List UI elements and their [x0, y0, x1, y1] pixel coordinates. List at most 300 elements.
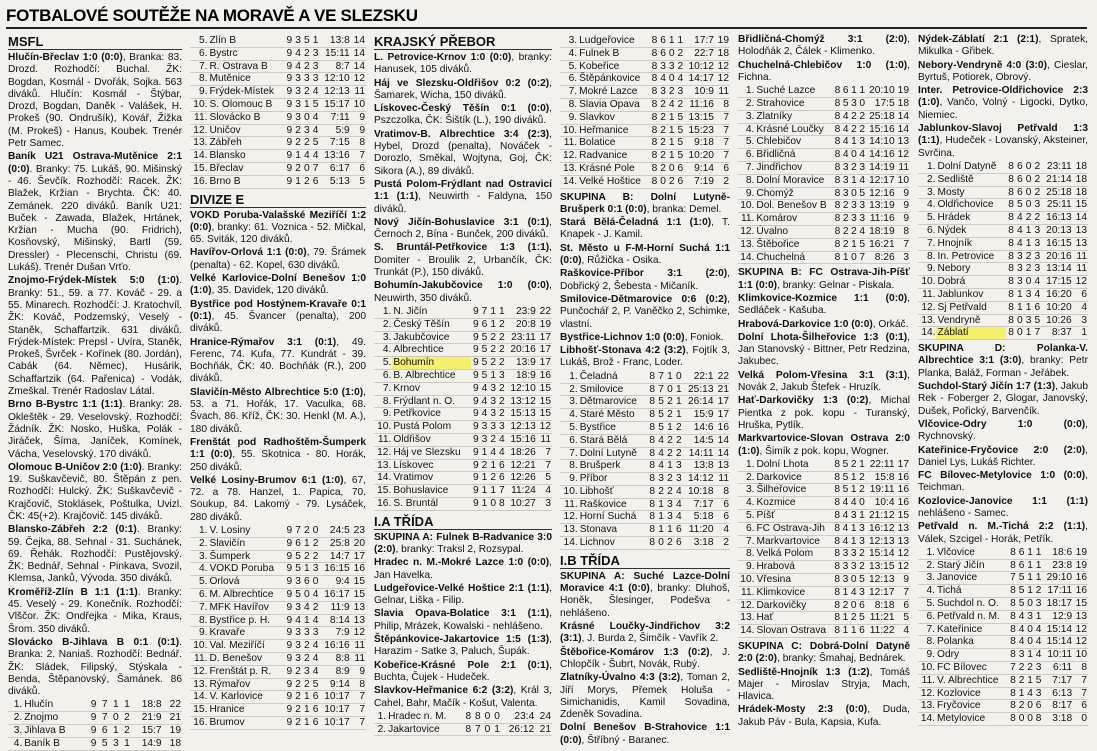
table-row	[918, 250, 1088, 263]
points-cell: 12	[537, 421, 552, 434]
played-cell: 9	[284, 678, 293, 691]
played-cell: 8	[1010, 687, 1016, 699]
wins-cell: 6	[1015, 173, 1024, 186]
played-cell: 8	[834, 586, 841, 598]
played-cell: 8	[651, 175, 658, 187]
team-cell: Stará Bělá	[579, 434, 648, 447]
match-report: Hrabová-Darkovice 1:0 (0:0), Orkáč.	[738, 318, 909, 330]
standings-table	[738, 459, 910, 638]
wins-cell: 3	[1015, 276, 1024, 289]
table-row	[374, 433, 552, 446]
draws-cell: 2	[851, 225, 857, 237]
played-cell: 8	[647, 524, 656, 537]
wins-cell: 2	[660, 111, 666, 123]
draws-cell: 1	[488, 459, 497, 472]
points-cell: 14	[351, 47, 366, 60]
points-cell: 11	[1073, 263, 1088, 276]
match-report: Dolní Benešov B-Strahovice 1:1 (0:0), Štříbný - Baranec.	[560, 722, 730, 746]
losses-cell: 3	[1032, 199, 1041, 212]
position-cell: 2.	[738, 97, 755, 110]
played-cell: 9	[284, 35, 293, 47]
points-cell: 6	[715, 498, 730, 511]
match-report: SKUPINA A: Suché Lazce-Dolní Moravice 4:1 (0:0), branky: Dluhoš, Honěk, Šlesinger, Podešva - nehlášeno.	[560, 570, 730, 619]
losses-cell: 2	[120, 725, 131, 738]
points-cell: 16	[1073, 585, 1088, 598]
position-cell: 1.	[738, 459, 755, 471]
draws-cell: 1	[668, 150, 675, 162]
draws-cell: 1	[488, 306, 497, 318]
table-row	[374, 395, 552, 408]
draws-cell: 3	[851, 97, 857, 109]
team-cell: Stonava	[579, 524, 648, 537]
section-title-divize: DIVIZE E	[190, 192, 366, 208]
points-cell: 7	[1073, 687, 1088, 700]
draws-cell: 1	[302, 537, 311, 550]
team-cell: Šumperk	[208, 550, 284, 563]
draws-cell: 2	[302, 60, 311, 73]
points-cell: 12	[1073, 636, 1088, 649]
losses-cell: 2	[497, 318, 506, 331]
wins-cell: 5	[97, 737, 108, 750]
draws-cell: 3	[302, 627, 311, 640]
team-cell: FC Bílovec	[936, 662, 1008, 675]
played-cell: 8	[1010, 585, 1016, 597]
points-cell: 18	[1073, 161, 1088, 173]
table-row	[190, 550, 366, 563]
draws-cell: 2	[488, 357, 497, 370]
points-cell: 12	[896, 548, 910, 561]
draws-cell: 2	[302, 550, 311, 563]
losses-cell: 3	[1032, 224, 1041, 237]
team-cell: Nýdek	[936, 224, 1006, 237]
points-cell: 6	[715, 511, 730, 524]
team-cell: Zlatníky	[755, 110, 833, 123]
losses-cell: 1	[674, 409, 683, 422]
draws-cell: 2	[488, 433, 497, 446]
score-cell: 20:13	[1041, 224, 1072, 237]
points-cell: 13	[1073, 237, 1088, 250]
column-4	[560, 34, 730, 746]
table-row	[8, 737, 182, 750]
match-report: Petřvald n. M.-Tichá 2:2 (1:1), Válek, Szcigel - Horák, Petřík.	[918, 521, 1088, 545]
team-cell: Nebory	[936, 263, 1006, 276]
wins-cell: 2	[1018, 662, 1025, 674]
match-report: Dolní Lhota-Šilheřovice 1:3 (0:1), Jan Stanovský - Bittner, Petr Redzina, Jakubec.	[738, 331, 910, 368]
team-cell: S. Olomouc B	[208, 98, 284, 111]
position-cell: 14.	[190, 150, 208, 163]
points-cell: 21	[715, 383, 730, 396]
losses-cell: 4	[859, 225, 866, 237]
team-cell: Ludgeřovice	[578, 35, 650, 47]
match-report: Raškovice-Příbor 3:1 (2:0), Dobřický 2, Šebesta - Mičaník.	[560, 268, 730, 292]
position-cell: 10.	[374, 421, 392, 434]
team-cell: Dolní Lutyně	[579, 447, 648, 460]
score-cell: 21:12	[866, 509, 896, 522]
wins-cell: 2	[293, 162, 302, 175]
score-cell: 12:17	[866, 174, 896, 187]
score-cell: 19:11	[866, 484, 896, 497]
draws-cell: 2	[665, 473, 674, 486]
match-reports	[738, 641, 910, 729]
position-cell: 9.	[560, 473, 579, 486]
points-cell: 8	[715, 485, 730, 498]
table-row	[560, 124, 730, 137]
played-cell: 9	[284, 162, 293, 175]
standings-table	[918, 161, 1088, 340]
score-cell: 18:9	[506, 369, 537, 382]
match-report: Nebory-Vendryně 4:0 (3:0), Cieslar, Byrtuš, Potiorek, Obrový.	[918, 59, 1088, 83]
played-cell: 8	[1006, 186, 1015, 199]
points-cell: 12	[715, 60, 730, 73]
draws-cell: 1	[850, 535, 857, 547]
position-cell: 15.	[374, 485, 392, 498]
table-row	[374, 331, 552, 344]
team-cell: Kobeřice	[578, 60, 650, 73]
played-cell: 8	[1010, 559, 1016, 571]
score-cell: 5:18	[683, 511, 715, 524]
losses-cell: 4	[674, 485, 683, 498]
draws-cell: 2	[851, 161, 857, 173]
team-cell: Petřkovice	[392, 408, 471, 421]
draws-cell: 2	[302, 137, 311, 150]
losses-cell: 0	[491, 711, 501, 723]
team-cell: Frenštát p. R.	[208, 665, 284, 678]
wins-cell: 4	[656, 447, 665, 460]
score-cell: 22:1	[683, 371, 715, 383]
table-row	[738, 251, 910, 264]
losses-cell: 2	[311, 537, 320, 550]
position-cell: 9.	[918, 263, 936, 276]
table-row	[560, 162, 730, 175]
table-row	[374, 421, 552, 434]
match-report: Břidličná-Chomýž 3:1 (2:0), Holodňák 2, Čálek - Klimenko.	[738, 34, 910, 58]
points-cell: 7	[351, 150, 366, 163]
wins-cell: 6	[660, 35, 666, 46]
draws-cell: 4	[488, 446, 497, 459]
draws-cell: 1	[851, 85, 857, 97]
position-cell: 7.	[918, 237, 936, 250]
points-cell: 13	[351, 614, 366, 627]
draws-cell: 3	[302, 665, 311, 678]
table-row	[560, 524, 730, 537]
draws-cell: 0	[302, 111, 311, 124]
wins-cell: 2	[293, 124, 302, 137]
team-cell: Znojmo	[23, 712, 86, 725]
losses-cell: 3	[311, 47, 320, 60]
played-cell: 9	[284, 124, 293, 137]
score-cell: 23:8	[1042, 559, 1073, 572]
points-cell: 11	[537, 433, 552, 446]
played-cell: 7	[1010, 662, 1016, 674]
wins-cell: 2	[660, 137, 666, 149]
standings-table	[8, 699, 182, 750]
match-report: St. Město u F-M-Horní Suchá 1:1 (0:0), Růžička - Osika.	[560, 242, 730, 267]
team-cell: Krnov	[392, 382, 471, 395]
position-cell: 2.	[374, 723, 387, 736]
losses-cell: 2	[859, 471, 865, 483]
wins-cell: 2	[660, 124, 666, 136]
losses-cell: 3	[497, 369, 506, 382]
score-cell: 9:18	[684, 137, 715, 150]
team-cell: Smilovice	[579, 383, 648, 396]
score-cell: 14:17	[684, 73, 715, 86]
points-cell: 5	[896, 612, 910, 625]
score-cell: 12:13	[866, 535, 896, 548]
draws-cell: 3	[851, 213, 857, 225]
score-cell: 11:22	[866, 625, 896, 638]
losses-cell: 3	[859, 200, 866, 212]
wins-cell: 1	[480, 446, 489, 459]
draws-cell: 1	[851, 136, 857, 148]
team-cell: VOKD Poruba	[208, 563, 284, 576]
table-row	[560, 175, 730, 188]
losses-cell: 4	[311, 640, 320, 653]
played-cell: 8	[651, 124, 658, 136]
losses-cell: 3	[311, 60, 320, 73]
position-cell: 16.	[190, 716, 208, 729]
points-cell: 10	[351, 98, 366, 111]
table-row	[374, 306, 552, 318]
played-cell: 9	[284, 576, 293, 589]
table-row	[738, 573, 910, 586]
played-cell: 8	[1006, 314, 1015, 327]
table-row	[918, 288, 1088, 301]
position-cell: 5.	[374, 357, 392, 370]
position-cell: 7.	[190, 60, 208, 73]
played-cell: 8	[834, 548, 841, 560]
team-cell: Chuchelná	[755, 251, 833, 264]
losses-cell: 5	[311, 678, 320, 691]
match-report: Kroměříž-Zlín B 1:1 (1:1). Branky: 45. Veselý - 29. Konečník. Rozhodčí: Vlščor. ŽK: Ondřejka - Mika, Kraus, Šrom. 350 diváků.	[8, 586, 182, 635]
draws-cell: 2	[1024, 250, 1033, 263]
score-cell: 14:6	[683, 421, 715, 434]
points-cell: 7	[1073, 674, 1088, 687]
table-row	[560, 396, 730, 409]
losses-cell: 3	[497, 421, 506, 434]
draws-cell: 2	[302, 678, 311, 691]
match-report: Inter. Petrovice-Oldřichovice 2:3 (1:0), Vančo, Volný - Ligocki, Dytko, Niemiec.	[918, 85, 1088, 121]
team-cell: Raškovice	[579, 498, 648, 511]
draws-cell: 4	[302, 150, 311, 163]
draws-cell: 0	[850, 573, 857, 585]
wins-cell: 4	[480, 382, 489, 395]
losses-cell: 2	[859, 110, 866, 122]
table-row	[560, 409, 730, 422]
played-cell: 8	[1010, 674, 1016, 686]
score-cell: 7:17	[1042, 674, 1073, 687]
draws-cell: 2	[1024, 212, 1033, 225]
score-cell: 13:16	[319, 150, 350, 163]
team-cell: Staré Město	[579, 409, 648, 422]
losses-cell: 4	[497, 446, 506, 459]
points-cell: 7	[351, 716, 366, 729]
position-cell: 12.	[560, 150, 578, 163]
team-cell: Orlová	[208, 576, 284, 589]
match-report: Nový Jičín-Bohuslavice 3:1 (0:1), Černoch 2, Bína - Bunček, 200 diváků.	[374, 216, 552, 241]
team-cell: Jakartovice	[387, 723, 462, 736]
team-cell: Dětmarovice	[579, 396, 648, 409]
points-cell: 12	[896, 149, 910, 162]
draws-cell: 2	[302, 47, 311, 60]
table-row	[560, 434, 730, 447]
wins-cell: 2	[293, 704, 302, 717]
draws-cell: 2	[850, 612, 857, 624]
match-report: Chuchelná-Chlebičov 1:0 (1:0), Fichna.	[738, 59, 910, 83]
table-row	[918, 547, 1088, 559]
draws-cell: 0	[488, 497, 497, 510]
wins-cell: 5	[842, 97, 849, 109]
score-cell: 12:13	[506, 421, 537, 434]
position-cell: 10.	[738, 573, 755, 586]
table-row	[918, 662, 1088, 675]
match-report: Hať-Darkovičky 1:3 (0:2), Michal Pientka z pok. kopu - Turanský, Hruška, Pytlík.	[738, 395, 910, 431]
team-cell: Břidličná	[755, 149, 833, 162]
points-cell: 23	[351, 525, 366, 537]
table-row	[190, 652, 366, 665]
position-cell: 4.	[560, 47, 578, 60]
position-cell: 13.	[918, 314, 936, 327]
points-cell: 17	[896, 459, 910, 471]
position-cell: 5.	[918, 212, 936, 225]
position-cell: 14.	[738, 625, 755, 638]
position-cell: 9.	[190, 627, 208, 640]
played-cell: 9	[284, 550, 293, 563]
team-cell: Bystřice	[579, 421, 648, 434]
draws-cell: 0	[302, 588, 311, 601]
score-cell: 8:26	[866, 251, 896, 264]
losses-cell: 6	[677, 175, 684, 187]
position-cell: 14.	[374, 472, 392, 485]
played-cell: 8	[463, 711, 473, 723]
played-cell: 8	[1006, 301, 1015, 314]
wins-cell: 3	[293, 111, 302, 124]
team-cell: Sj Petřvald	[936, 301, 1006, 314]
table-row	[560, 537, 730, 550]
score-cell: 8:37	[1041, 327, 1072, 340]
table-row	[918, 161, 1088, 173]
played-cell: 9	[471, 357, 480, 370]
played-cell: 9	[284, 640, 293, 653]
played-cell: 8	[1006, 288, 1015, 301]
score-cell: 10:18	[683, 485, 715, 498]
score-cell: 11:20	[683, 524, 715, 537]
team-cell: Bohuslavice	[392, 485, 471, 498]
team-cell: Strahovice	[755, 97, 833, 110]
team-cell: Blansko	[208, 150, 284, 163]
score-cell: 15:7	[131, 725, 163, 738]
table-row	[560, 47, 730, 60]
played-cell: 9	[284, 98, 293, 111]
table-row	[560, 150, 730, 163]
position-cell: 4.	[738, 123, 755, 136]
draws-cell: 2	[1027, 662, 1033, 674]
score-cell: 17:7	[684, 35, 715, 47]
position-cell: 12.	[738, 225, 755, 238]
position-cell: 6.	[738, 149, 755, 162]
score-cell: 26:14	[683, 396, 715, 409]
wins-cell: 4	[293, 60, 302, 73]
wins-cell: 3	[293, 35, 302, 47]
score-cell: 13:8	[683, 460, 715, 473]
wins-cell: 5	[293, 563, 302, 576]
score-cell: 5:13	[319, 175, 350, 188]
team-cell: Frýdek-Místek	[208, 86, 284, 99]
losses-cell: 4	[674, 511, 683, 524]
table-row	[374, 723, 552, 736]
losses-cell: 4	[859, 149, 866, 161]
played-cell: 8	[647, 421, 656, 434]
match-reports	[8, 52, 182, 698]
team-cell: Štěpánkovice	[578, 73, 650, 86]
points-cell: 12	[1073, 276, 1088, 289]
score-cell: 11:21	[866, 612, 896, 625]
points-cell: 1	[1073, 327, 1088, 340]
score-cell: 10:12	[684, 60, 715, 73]
losses-cell: 3	[674, 460, 683, 473]
match-report: Bohumín-Jakubčovice 1:0 (0:0), Neuwirth, 350 diváků.	[374, 280, 552, 304]
losses-cell: 3	[1035, 662, 1042, 674]
score-cell: 14:11	[683, 447, 715, 460]
points-cell: 7	[715, 124, 730, 137]
played-cell: 8	[834, 136, 841, 148]
team-cell: S. Bruntál	[392, 497, 471, 510]
wins-cell: 4	[293, 614, 302, 627]
points-cell: 13	[896, 136, 910, 149]
score-cell: 10:4	[866, 497, 896, 510]
wins-cell: 3	[842, 161, 849, 173]
team-cell: N. Jičín	[392, 306, 471, 318]
wins-cell: 4	[1018, 623, 1025, 635]
draws-cell: 0	[1027, 623, 1033, 635]
wins-cell: 3	[480, 421, 489, 434]
draws-cell: 3	[668, 60, 675, 72]
position-cell: 3.	[190, 550, 208, 563]
played-cell: 8	[1010, 610, 1016, 622]
draws-cell: 1	[668, 137, 675, 149]
score-cell: 25:18	[1041, 186, 1072, 199]
played-cell: 8	[651, 60, 658, 72]
played-cell: 8	[834, 200, 841, 212]
losses-cell: 6	[859, 625, 865, 637]
played-cell: 9	[284, 665, 293, 678]
team-cell: R. Ostrava B	[208, 60, 284, 73]
draws-cell: 0	[302, 162, 311, 175]
points-cell: 17	[537, 344, 552, 357]
table-row	[738, 535, 910, 548]
losses-cell: 2	[674, 447, 683, 460]
points-cell: 13	[715, 460, 730, 473]
team-cell: Slavičín	[208, 537, 284, 550]
table-row	[560, 447, 730, 460]
draws-cell: 1	[850, 471, 857, 483]
score-cell: 17:11	[1042, 585, 1073, 598]
score-cell: 17:5	[866, 97, 896, 110]
losses-cell: 6	[311, 704, 320, 717]
match-report: Vlčovice-Odry 1:0 (0:0), Rychnovský.	[918, 418, 1088, 443]
score-cell: 15:9	[683, 409, 715, 422]
score-cell: 20:16	[1041, 250, 1072, 263]
wins-cell: 4	[293, 47, 302, 60]
match-report: SKUPINA D: Polanka-V. Albrechtice 3:1 (3:0), branky: Petr Planka, Baláž, Forman - Jeřábek.	[918, 343, 1088, 379]
wins-cell: 5	[842, 458, 849, 470]
played-cell: 9	[284, 652, 293, 665]
losses-cell: 1	[674, 396, 683, 409]
team-cell: Albrechtice	[392, 344, 471, 357]
team-cell: Hnojník	[936, 237, 1006, 250]
position-cell: 5.	[190, 35, 208, 47]
score-cell: 14:12	[683, 473, 715, 486]
played-cell: 8	[651, 137, 658, 149]
